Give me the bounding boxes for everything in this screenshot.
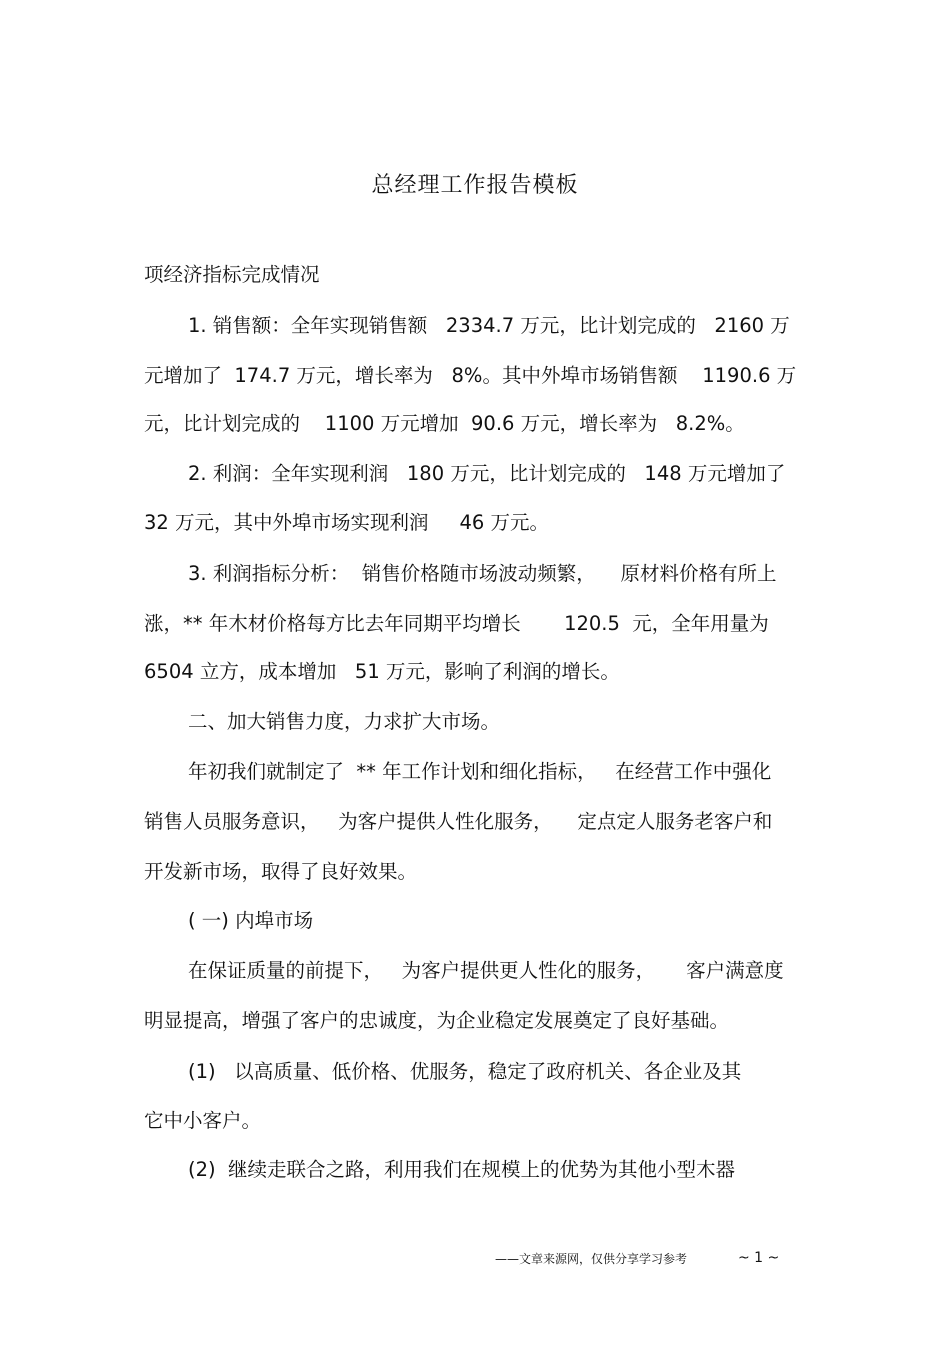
paragraph-line: 涨，** 年木材价格每方比去年同期平均增长 120.5 元，全年用量为 [144, 612, 769, 635]
section-heading: 项经济指标完成情况 [144, 263, 320, 286]
paragraph-line: 元，比计划完成的 1100 万元增加 90.6 万元，增长率为 8.2%。 [144, 412, 745, 435]
paragraph-line: 明显提高，增强了客户的忠诚度，为企业稳定发展奠定了良好基础。 [144, 1009, 730, 1032]
paragraph-line: 开发新市场，取得了良好效果。 [144, 860, 418, 883]
page-number: ~ 1 ~ [738, 1250, 780, 1266]
document-title: 总经理工作报告模板 [371, 173, 579, 198]
footer-source-note: ——文章来源网，仅供分享学习参考 [495, 1252, 688, 1266]
paragraph-line: (2) 继续走联合之路，利用我们在规模上的优势为其他小型木器 [188, 1158, 736, 1181]
section-heading: 二、加大销售力度，力求扩大市场。 [188, 710, 501, 733]
paragraph-line: 年初我们就制定了 ** 年工作计划和细化指标， 在经营工作中强化 [188, 760, 772, 783]
paragraph-line: (1) 以高质量、低价格、优服务，稳定了政府机关、各企业及其 [188, 1060, 742, 1083]
paragraph-line: 销售人员服务意识， 为客户提供人性化服务， 定点定人服务老客户和 [144, 810, 773, 833]
paragraph-line: 1. 销售额：全年实现销售额 2334.7 万元，比计划完成的 2160 万 [188, 314, 790, 337]
paragraph-line: 元增加了 174.7 万元，增长率为 8%。其中外埠市场销售额 1190.6 万 [144, 364, 797, 387]
paragraph-line: 2. 利润：全年实现利润 180 万元，比计划完成的 148 万元增加了 [188, 462, 786, 485]
paragraph-line: 6504 立方，成本增加 51 万元，影响了利润的增长。 [144, 660, 620, 683]
paragraph-line: 32 万元，其中外埠市场实现利润 46 万元。 [144, 511, 550, 534]
paragraph-line: 在保证质量的前提下， 为客户提供更人性化的服务， 客户满意度 [188, 959, 784, 982]
paragraph-line: 3. 利润指标分析： 销售价格随市场波动频繁， 原材料价格有所上 [188, 562, 777, 585]
subsection-heading: ( 一) 内埠市场 [188, 909, 314, 932]
paragraph-line: 它中小客户。 [144, 1109, 262, 1132]
